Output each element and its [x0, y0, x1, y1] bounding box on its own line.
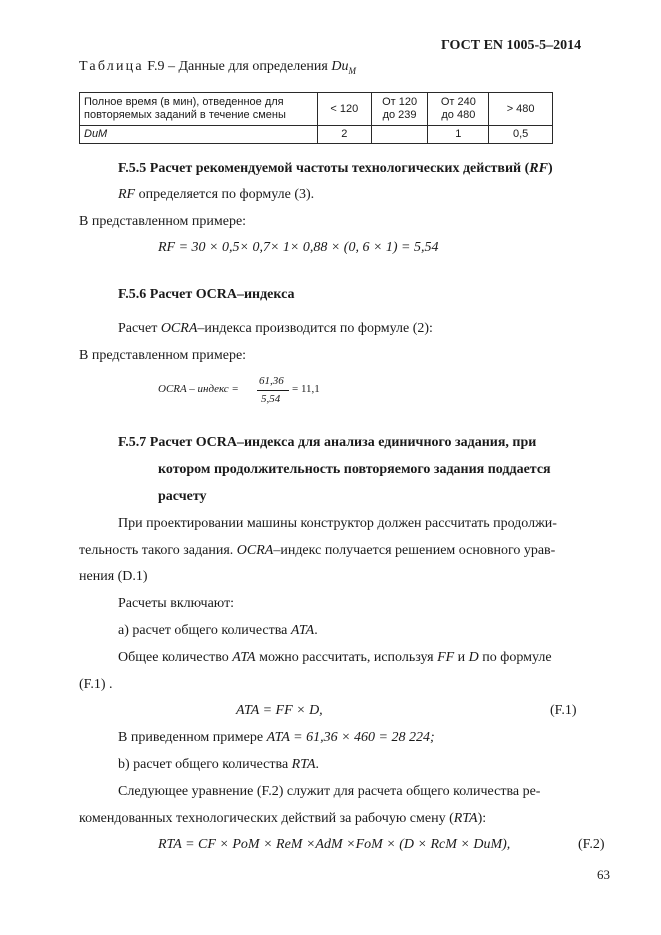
table-caption-number: F.9: [147, 59, 165, 74]
section-heading-f57-line2: котором продолжительность повторяемого задания поддается: [158, 462, 551, 477]
table-caption: [79, 59, 356, 76]
equation-number-f2: (F.2): [578, 837, 605, 852]
paragraph: Расчет OCRA–индекса производится по формуле (2):: [118, 321, 433, 336]
paragraph: В приведенном примере ATA = 61,36 × 460 = 28 224;: [118, 730, 435, 745]
section-heading-f56: F.5.6 Расчет OCRA–индекса: [118, 287, 295, 302]
paragraph: Следующее уравнение (F.2) служит для расчета общего количества ре-: [118, 784, 541, 799]
paragraph: тельность такого задания. OCRA–индекс получается решением основного урав-: [79, 543, 556, 558]
table-col-0: < 120: [317, 93, 371, 126]
table-row-label: DuM: [80, 126, 318, 144]
paragraph: нения (D.1): [79, 569, 148, 584]
table-cell: [371, 126, 428, 144]
section-heading-f55: F.5.5 Расчет рекомендуемой частоты технологических действий (RF): [118, 161, 553, 176]
paragraph: b) расчет общего количества RTA.: [118, 757, 320, 772]
table-col-1: От 120 до 239: [371, 93, 428, 126]
table-caption-subscript: M: [348, 65, 356, 76]
table-header-row: [80, 93, 553, 126]
formula-ocra-lhs: OCRA – индекс =: [158, 383, 239, 395]
paragraph: В представленном примере:: [79, 214, 247, 229]
table-row: [80, 126, 553, 144]
equation-number-f1: (F.1): [550, 703, 577, 718]
formula-rf: RF = 30 × 0,5× 0,7× 1× 0,88 × (0, 6 × 1) = 5,54: [158, 240, 439, 255]
paragraph: Общее количество ATA можно рассчитать, используя FF и D по формуле: [118, 650, 552, 665]
table-caption-symbol: Du: [331, 59, 349, 74]
table-cell: 0,5: [489, 126, 553, 144]
paragraph: В представленном примере:: [79, 348, 247, 363]
paragraph: Расчеты включают:: [118, 596, 235, 611]
paragraph: (F.1) .: [79, 677, 113, 692]
data-table: [79, 92, 553, 144]
section-heading-f57-line3: расчету: [158, 489, 207, 504]
section-heading-f57: F.5.7 Расчет OCRA–индекса для анализа единичного задания, при: [118, 435, 537, 450]
table-caption-word: Таблица: [79, 59, 144, 74]
paragraph: RF определяется по формуле (3).: [118, 187, 315, 202]
paragraph: комендованных технологических действий за рабочую смену (RTA):: [79, 811, 487, 826]
formula-ocra-rhs: = 11,1: [292, 383, 320, 395]
paragraph: При проектировании машины конструктор должен рассчитать продолжи-: [118, 516, 557, 531]
table-header-label: Полное время (в мин), отведенное для повторяемых заданий в течение смены: [80, 93, 318, 126]
page-number: 63: [597, 867, 610, 882]
table-col-3: > 480: [489, 93, 553, 126]
formula-f1: ATA = FF × D,: [236, 703, 323, 718]
formula-f2: RTA = CF × PoM × ReM ×AdM ×FoM × (D × RcM × DuM),: [158, 837, 511, 852]
paragraph: а) расчет общего количества ATA.: [118, 623, 318, 638]
table-caption-text: – Данные для определения: [167, 59, 328, 74]
table-col-2: От 240 до 480: [428, 93, 489, 126]
table-cell: 2: [317, 126, 371, 144]
formula-ocra-numerator: 61,36: [259, 375, 284, 387]
document-id: ГОСТ EN 1005-5–2014: [441, 38, 582, 53]
formula-ocra-denominator: 5,54: [261, 393, 281, 405]
table-cell: 1: [428, 126, 489, 144]
fraction-bar: [257, 390, 289, 391]
